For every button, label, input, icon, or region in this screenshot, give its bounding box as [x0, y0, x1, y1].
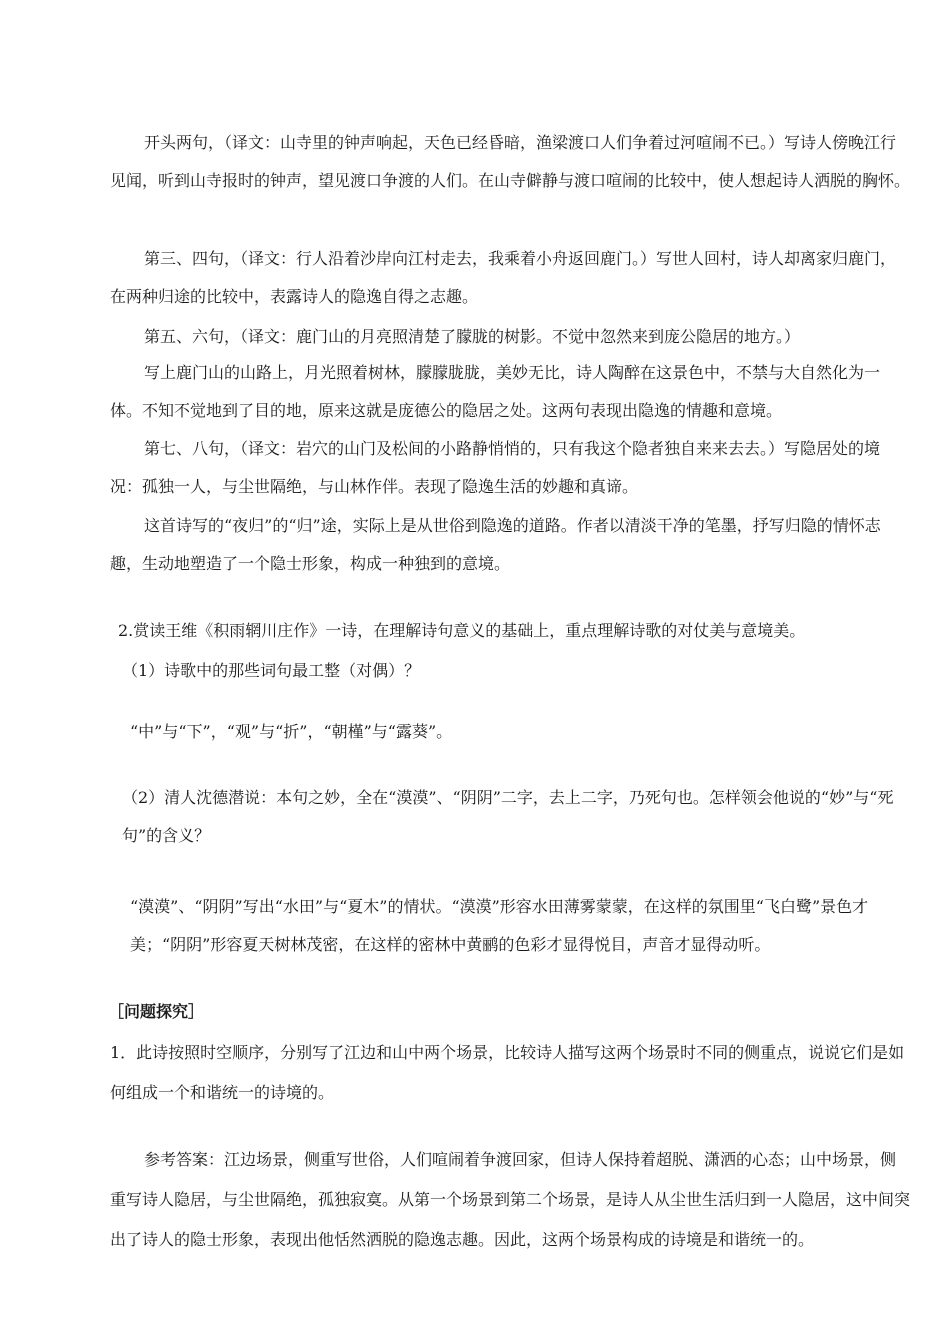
paragraph-lines-1-2: 开头两句，（译文：山寺里的钟声响起，天色已经昏暗，渔梁渡口人们争着过河喧闹不已。）写诗人傍晚江行见闻，听到山寺报时的钟声，望见渡口争渡的人们。在山寺僻静与渡口喧闹的比较中，使人想起诗人洒脱的胸怀。 [110, 133, 911, 190]
answer-1: “中”与“下”，“观”与“折”，“朝槿”与“露葵”。 [130, 722, 453, 741]
answer-2: “漠漠”、“阴阴”写出“水田”与“夏木”的情状。“漠漠”形容水田薄雾蒙蒙，在这样的氛围里“飞白鹭”景色才美；“阴阴”形容夏天树林茂密，在这样的密林中黄鹂的色彩才显得悦目，声音才显得动听。 [130, 897, 869, 954]
paragraph-lines-7-8: 第七、八句，（译文：岩穴的山门及松间的小路静悄悄的，只有我这个隐者独自来来去去。）写隐居处的境况：孤独一人，与尘世隔绝，与山林作伴。表现了隐逸生活的妙趣和真谛。 [110, 439, 881, 496]
question-1: （1）诗歌中的那些词句最工整（对偶）？ [122, 661, 421, 680]
inquiry-question-1: 1．此诗按照时空顺序，分别写了江边和山中两个场景，比较诗人描写这两个场景时不同的侧重点，说说它们是如何组成一个和谐统一的诗境的。 [110, 1043, 905, 1102]
section-2-title: 2.赏读王维《积雨辋川庄作》一诗，在理解诗句意义的基础上，重点理解诗歌的对仗美与意境美。 [118, 621, 806, 640]
paragraph-lines-5-6: 第五、六句，（译文：鹿门山的月亮照清楚了朦胧的树影。不觉中忽然来到庞公隐居的地方。） [144, 327, 801, 346]
paragraph-summary: 这首诗写的“夜归”的“归”途，实际上是从世俗到隐逸的道路。作者以清淡干净的笔墨，抒写归隐的情怀志趣，生动地塑造了一个隐士形象，构成一种独到的意境。 [110, 516, 881, 573]
paragraph-lines-5-6-analysis: 写上鹿门山的山路上，月光照着树林，朦朦胧胧，美妙无比，诗人陶醉在这景色中，不禁与大自然化为一体。不知不觉地到了目的地，原来这就是庞德公的隐居之处。这两句表现出隐逸的情趣和意境。 [110, 363, 881, 420]
reference-answer: 参考答案：江边场景，侧重写世俗，人们喧闹着争渡回家，但诗人保持着超脱、潇洒的心态；山中场景，侧重写诗人隐居，与尘世隔绝，孤独寂寞。从第一个场景到第二个场景，是诗人从尘世生活归到一人隐居，这中间突出了诗人的隐士形象，表现出他恬然洒脱的隐逸志趣。因此，这两个场景构成的诗境是和谐统一的。 [110, 1150, 911, 1249]
section-heading-problem-inquiry: ［问题探究］ [108, 1002, 205, 1021]
question-2: （2）清人沈德潜说：本句之妙，全在“漠漠”、“阴阴”二字，去上二字，乃死句也。怎样领会他说的“妙”与“死句”的含义？ [122, 788, 894, 845]
paragraph-lines-3-4: 第三、四句，（译文：行人沿着沙岸向江村走去，我乘着小舟返回鹿门。）写世人回村，诗人却离家归鹿门，在两种归途的比较中，表露诗人的隐逸自得之志趣。 [110, 249, 897, 306]
